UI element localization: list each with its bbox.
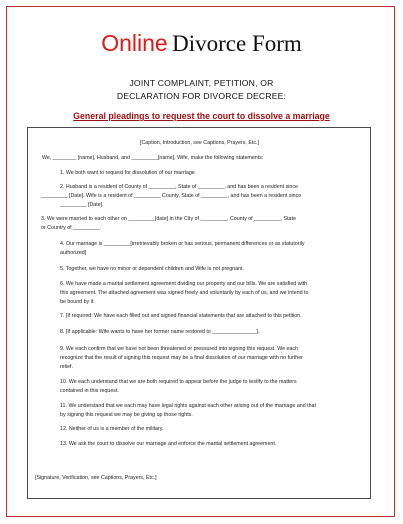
statement-10-line-1: 10. We each understand that we are both required to appear before the judge to testify to the matters (60, 379, 297, 385)
caption-note: [Caption, Introduction, see Captions, Prayers, Etc.] (140, 140, 259, 146)
statement-9-line-3: relief. (60, 364, 73, 370)
statement-6-line-3: be bound by it. (60, 299, 95, 305)
signature-note: [Signature, Verification, see Captions, Prayers, Etc.] (35, 475, 157, 481)
statement-1: 1. We both want to request for dissolution of our marriage. (60, 170, 197, 176)
subtitle-line-1: JOINT COMPLAINT, PETITION, OR (129, 78, 274, 88)
statement-3-line-2: or Country of _________. (41, 225, 102, 231)
statement-4-line-2: authorized] (60, 250, 87, 256)
statement-9-line-2: recognize that the result of signing this request may be a final dissolution of our marriage with no further (60, 355, 303, 361)
statement-2-line-2: _________ [Date]. Wife is a resident of _________ County, State of _________, and has been a resident since (41, 193, 302, 199)
statement-10-line-2: contained in this request. (60, 388, 119, 394)
statement-12: 12. Neither of us is a member of the military. (60, 426, 164, 432)
statement-6-line-2: this agreement. The attached agreement was signed freely and voluntarily by each of us, and we intend to (60, 290, 309, 296)
statement-11-line-1: 11. We understand that we each may have legal rights against each other arising out of the marriage and that (60, 403, 316, 409)
statement-4-line-1: 4. Our marriage is _________[irretrievably broken or has serious, permanent differences or as statutorily (60, 241, 305, 247)
statement-9-line-1: 9. We each confirm that we have not been threatened or pressured into signing this request. We each (60, 346, 299, 352)
page-title (0, 30, 403, 57)
statement-11-line-2: by signing this request we may be giving up those rights. (60, 412, 193, 418)
statement-13: 13. We ask the court to dissolve our marriage and enforce the marital settlement agreement. (60, 441, 277, 447)
title-highlight: Online (101, 30, 168, 56)
statement-2-line-3: _________ [Date]. (60, 202, 104, 208)
pleadings-heading: General pleadings to request the court to dissolve a marriage (73, 111, 330, 121)
statement-8: 8. [If applicable: Wife wants to have her former name restored to _______________]. (60, 329, 260, 335)
statement-2-line-1: 2. Husband is a resident of County of _________, State of _________, and has been a resident since (60, 184, 298, 190)
statement-5: 5. Together, we have no minor or dependent children and Wife is not pregnant. (60, 266, 244, 272)
subtitle-line-2: DECLARATION FOR DIVORCE DECREE: (116, 91, 287, 101)
statement-7: 7. [If required: We have each filled out and signed financial statements that are attached to this petition. (60, 313, 302, 319)
intro-statement: We, ________ [name], Husband, and _________[name], Wife, make the following statements: (42, 155, 264, 161)
statement-6-line-1: 6. We have made a marital settlement agreement dividing our property and our bills. We are satisfied with (60, 281, 308, 287)
title-rest: Divorce Form (172, 31, 302, 56)
statement-3-line-1: 3. We were married to each other on _________[date] in the City of _________, County of _________, State (41, 216, 296, 222)
